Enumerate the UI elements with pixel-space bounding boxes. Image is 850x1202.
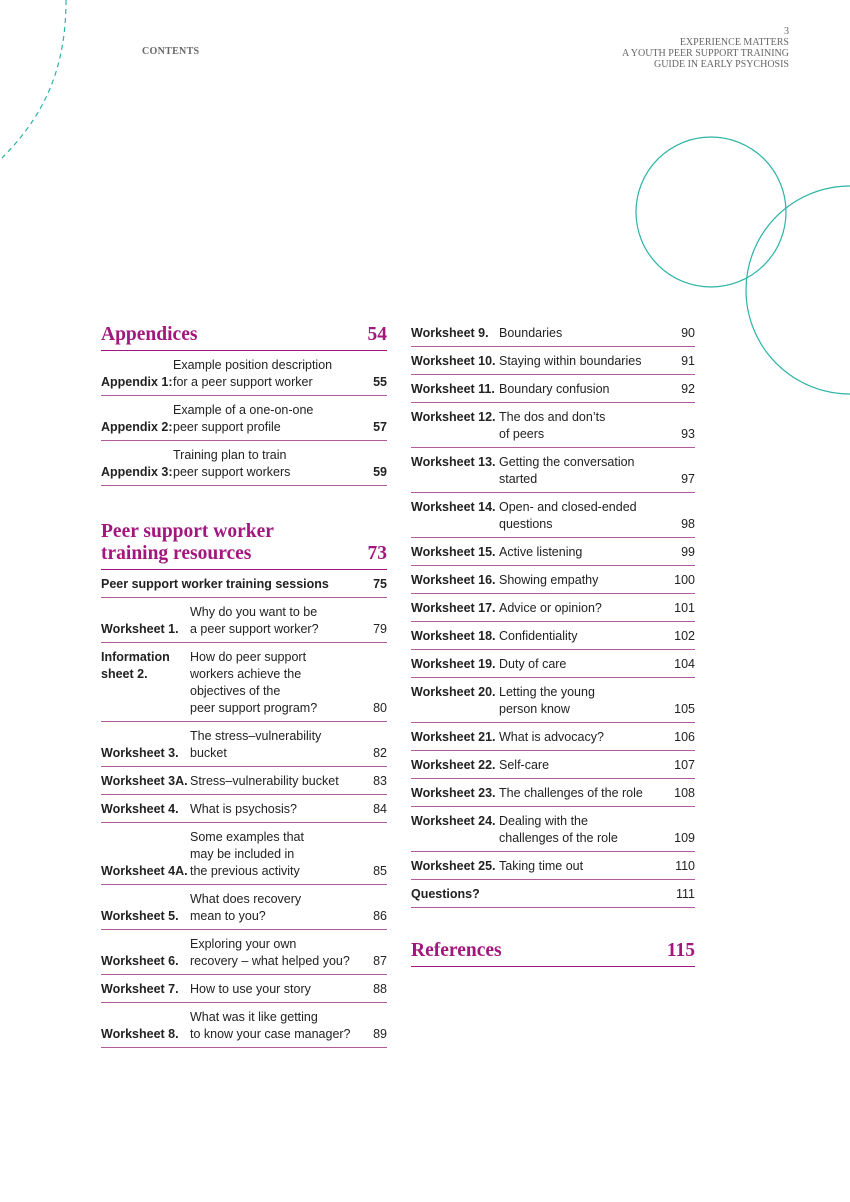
toc-entry[interactable]: Worksheet 1. Why do you want to be a peer support worker? 79 <box>101 598 387 643</box>
toc-entry[interactable]: Worksheet 3. The stress–vulnerability bucket 82 <box>101 722 387 767</box>
toc-entry[interactable]: Worksheet 3A. Stress–vulnerability bucket 83 <box>101 767 387 795</box>
toc-entry[interactable]: Worksheet 5. What does recovery mean to you? 86 <box>101 885 387 930</box>
toc-entry-sessions[interactable]: Peer support worker training sessions 75 <box>101 570 387 598</box>
circle-small <box>636 137 786 287</box>
toc-entry[interactable]: Worksheet 25. Taking time out 110 <box>411 852 695 880</box>
toc-entry[interactable]: Worksheet 18. Confidentiality 102 <box>411 622 695 650</box>
toc-entry[interactable]: Information sheet 2. How do peer support workers achieve the objectives of the peer support program? 80 <box>101 643 387 722</box>
toc-entry[interactable]: Worksheet 15. Active listening 99 <box>411 538 695 566</box>
circle-large <box>746 186 850 394</box>
toc-entry[interactable]: Worksheet 22. Self-care 107 <box>411 751 695 779</box>
toc-entry[interactable]: Worksheet 19. Duty of care 104 <box>411 650 695 678</box>
running-header <box>622 26 789 70</box>
toc-entry[interactable]: Worksheet 7. How to use your story 88 <box>101 975 387 1003</box>
toc-entry[interactable]: Worksheet 13. Getting the conversation started 97 <box>411 448 695 493</box>
toc-entry[interactable]: Worksheet 8. What was it like getting to know your case manager? 89 <box>101 1003 387 1048</box>
toc-entry[interactable]: Worksheet 14. Open- and closed-ended questions 98 <box>411 493 695 538</box>
toc-entry[interactable]: Worksheet 17. Advice or opinion? 101 <box>411 594 695 622</box>
toc-entry[interactable]: Worksheet 4A. Some examples that may be included in the previous activity 85 <box>101 823 387 885</box>
toc-left-column <box>101 324 387 1048</box>
page-number: 3 <box>784 26 789 37</box>
running-title-line-3: GUIDE IN EARLY PSYCHOSIS <box>653 59 789 70</box>
dashed-arc <box>2 0 66 158</box>
toc-entry[interactable]: Worksheet 4. What is psychosis? 84 <box>101 795 387 823</box>
toc-entry[interactable]: Worksheet 20. Letting the young person know 105 <box>411 678 695 723</box>
appendices-heading[interactable]: Appendices 54 <box>101 324 387 351</box>
section-label: CONTENTS <box>142 46 200 57</box>
toc-entry[interactable]: Worksheet 10. Staying within boundaries 91 <box>411 347 695 375</box>
running-title-line-2: A YOUTH PEER SUPPORT TRAINING <box>621 48 789 59</box>
toc-right-column <box>411 324 695 967</box>
toc-entry[interactable]: Appendix 3: Training plan to train peer support workers 59 <box>101 441 387 486</box>
toc-entry[interactable]: Worksheet 11. Boundary confusion 92 <box>411 375 695 403</box>
references-heading[interactable]: References 115 <box>411 940 695 967</box>
training-resources-heading[interactable]: Peer support worker training resources 73 <box>101 521 387 570</box>
toc-entry-questions[interactable]: Questions? 111 <box>411 880 695 908</box>
toc-entry[interactable]: Worksheet 24. Dealing with the challenges of the role 109 <box>411 807 695 852</box>
toc-entry[interactable]: Appendix 2: Example of a one-on-one peer support profile 57 <box>101 396 387 441</box>
toc-entry[interactable]: Worksheet 6. Exploring your own recovery – what helped you? 87 <box>101 930 387 975</box>
toc-entry[interactable]: Appendix 1: Example position description for a peer support worker 55 <box>101 351 387 396</box>
running-title-line-1: EXPERIENCE MATTERS <box>679 37 789 48</box>
toc-entry[interactable]: Worksheet 21. What is advocacy? 106 <box>411 723 695 751</box>
toc-entry[interactable]: Worksheet 12. The dos and don’ts of peers 93 <box>411 403 695 448</box>
toc-entry[interactable]: Worksheet 23. The challenges of the role 108 <box>411 779 695 807</box>
toc-entry[interactable]: Worksheet 16. Showing empathy 100 <box>411 566 695 594</box>
toc-entry[interactable]: Worksheet 9. Boundaries 90 <box>411 324 695 347</box>
